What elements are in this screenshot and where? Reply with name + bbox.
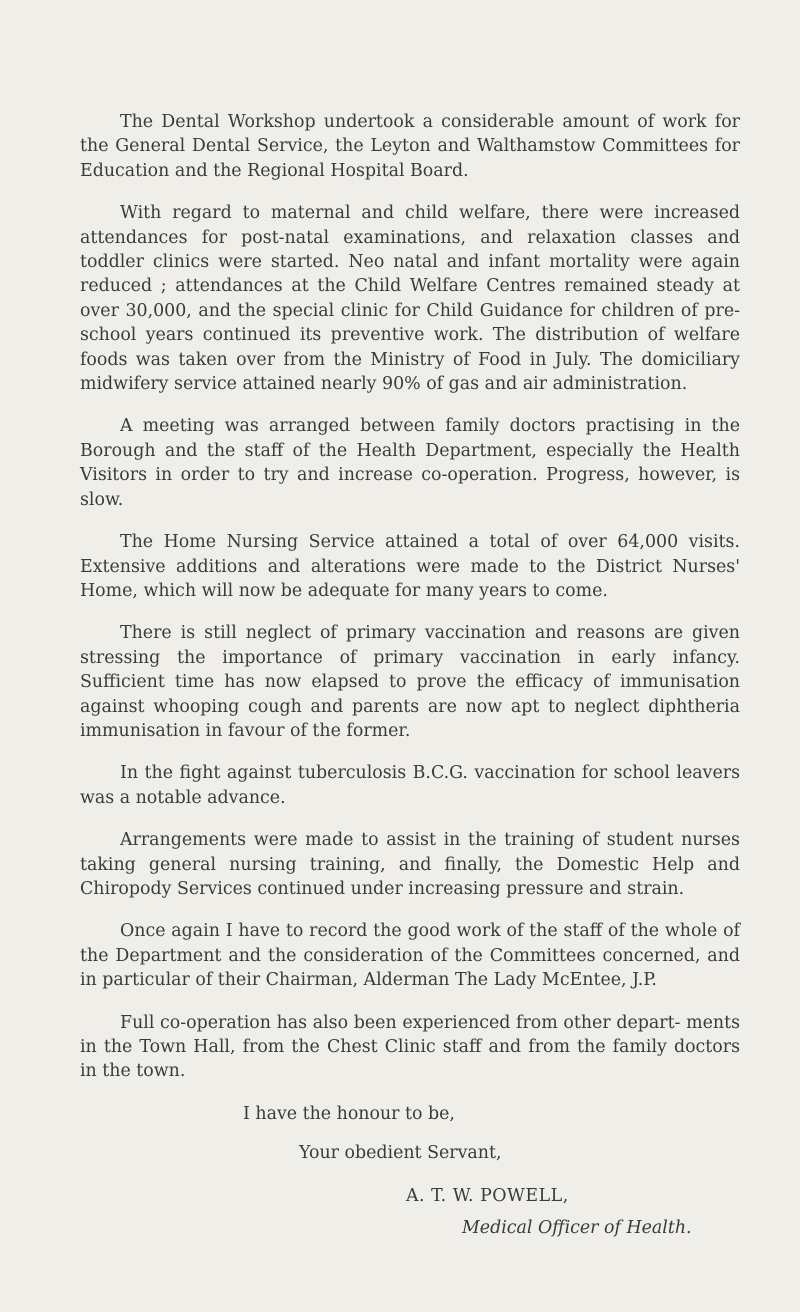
paragraph-tuberculosis: In the fight against tuberculosis B.C.G. vaccination for school leavers was a notable advance. bbox=[80, 763, 740, 808]
signatory-name: A. T. W. POWELL, bbox=[406, 1185, 569, 1206]
letter-page bbox=[80, 110, 740, 1272]
letter-closing bbox=[80, 1102, 740, 1272]
paragraph-maternal-child-welfare: With regard to maternal and child welfare, there were increased attendances for post-natal examinations, and relaxation classes and toddler clinics were started. Neo natal and infant mortality were again reduced ; attendances at the Child Welfare Centres remained steady at over 30,000, and the special clinic for Child Guidance for children of pre-school years continued its preventive work. The distribution of welfare foods was taken over from the Ministry of Food in July. The domiciliary midwifery service attained nearly 90% of gas and air administration. bbox=[80, 203, 740, 395]
paragraph-co-operation: Full co-operation has also been experienced from other depart- ments in the Town Hall, from the Chest Clinic staff and from the family doctors in the town. bbox=[80, 1012, 740, 1082]
paragraph-home-nursing: The Home Nursing Service attained a total of over 64,000 visits. Extensive additions and alterations were made to the District Nurses' Home, which will now be adequate for many years to come. bbox=[80, 532, 740, 601]
paragraph-dental-workshop: The Dental Workshop undertook a considerable amount of work for the General Dental Service, the Leyton and Walthamstow Committees for Education and the Regional Hospital Board. bbox=[80, 112, 740, 181]
paragraph-family-doctors-meeting: A meeting was arranged between family doctors practising in the Borough and the staff of the Health Department, especially the Health Visitors in order to try and increase co-operation. Progress, however, is slow. bbox=[80, 416, 740, 510]
signatory-title: Medical Officer of Health. bbox=[462, 1217, 692, 1238]
closing-honour-line: I have the honour to be, bbox=[243, 1103, 455, 1124]
paragraph-staff-thanks: Once again I have to record the good work of the staff of the whole of the Department and the consideration of the Committees concerned, and in particular of their Chairman, Alderman The Lady McEntee, J.P. bbox=[80, 921, 740, 991]
closing-servant-line: Your obedient Servant, bbox=[299, 1142, 502, 1163]
paragraph-nurse-training: Arrangements were made to assist in the training of student nurses taking general nursing training, and finally, the Domestic Help and Chiropody Services continued under increasing pressure and strain. bbox=[80, 830, 740, 899]
paragraph-vaccination: There is still neglect of primary vaccination and reasons are given stressing the importance of primary vaccination in early infancy. Sufficient time has now elapsed to prove the efficacy of immunisation against whooping cough and parents are now apt to neglect diphtheria immunisation in favour of the former. bbox=[80, 623, 740, 741]
